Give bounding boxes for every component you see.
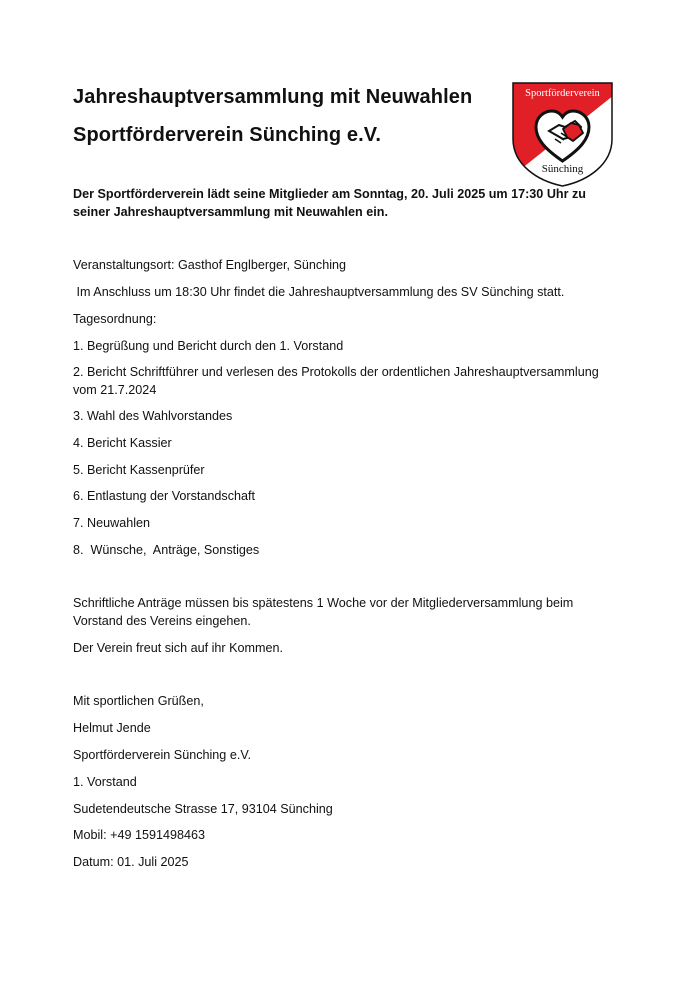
agenda-item: 1. Begrüßung und Bericht durch den 1. Vorstand xyxy=(73,339,344,353)
invitation-text: Der Sportförderverein lädt seine Mitglieder am Sonntag, 20. Juli 2025 um 17:30 Uhr zu seiner Jahreshauptversammlung mit Neuwahlen ein. xyxy=(73,187,586,219)
signature-role: 1. Vorstand xyxy=(73,775,137,789)
signature-date: Datum: 01. Juli 2025 xyxy=(73,855,189,869)
agenda-item: 4. Bericht Kassier xyxy=(73,436,172,450)
signature-phone: Mobil: +49 1591498463 xyxy=(73,828,205,842)
agenda-title: Tagesordnung: xyxy=(73,312,157,326)
club-logo xyxy=(511,81,614,188)
signature-greeting: Mit sportlichen Grüßen, xyxy=(73,694,204,708)
signature-name: Helmut Jende xyxy=(73,721,151,735)
agenda-item: 5. Bericht Kassenprüfer xyxy=(73,463,205,477)
agenda-item: 8. Wünsche, Anträge, Sonstiges xyxy=(73,543,260,557)
organization-title: Sportförderverein Sünching e.V. xyxy=(73,124,381,146)
venue-line: Veranstaltungsort: Gasthof Englberger, Sünching xyxy=(73,258,347,272)
agenda-item: 6. Entlastung der Vorstandschaft xyxy=(73,489,256,503)
agenda-item: 7. Neuwahlen xyxy=(73,516,151,530)
followup-line: Im Anschluss um 18:30 Uhr findet die Jahreshauptversammlung des SV Sünching statt. xyxy=(73,285,565,299)
agenda-item: 2. Bericht Schriftführer und verlesen des Protokolls der ordentlichen Jahreshauptversammlung vom 21.7.2024 xyxy=(73,365,599,397)
logo-bottom-text: Sünching xyxy=(541,163,584,175)
motions-note: Schriftliche Anträge müssen bis spätestens 1 Woche vor der Mitgliederversammlung beim Vorstand des Vereins eingehen. xyxy=(73,596,574,628)
logo-top-text: Sportförderverein xyxy=(525,88,600,99)
closing-line: Der Verein freut sich auf ihr Kommen. xyxy=(73,641,283,655)
document-title: Jahreshauptversammlung mit Neuwahlen xyxy=(73,86,473,108)
signature-address: Sudetendeutsche Strasse 17, 93104 Sünching xyxy=(73,802,333,816)
signature-organization: Sportförderverein Sünching e.V. xyxy=(73,748,252,762)
agenda-item: 3. Wahl des Wahlvorstandes xyxy=(73,409,233,423)
